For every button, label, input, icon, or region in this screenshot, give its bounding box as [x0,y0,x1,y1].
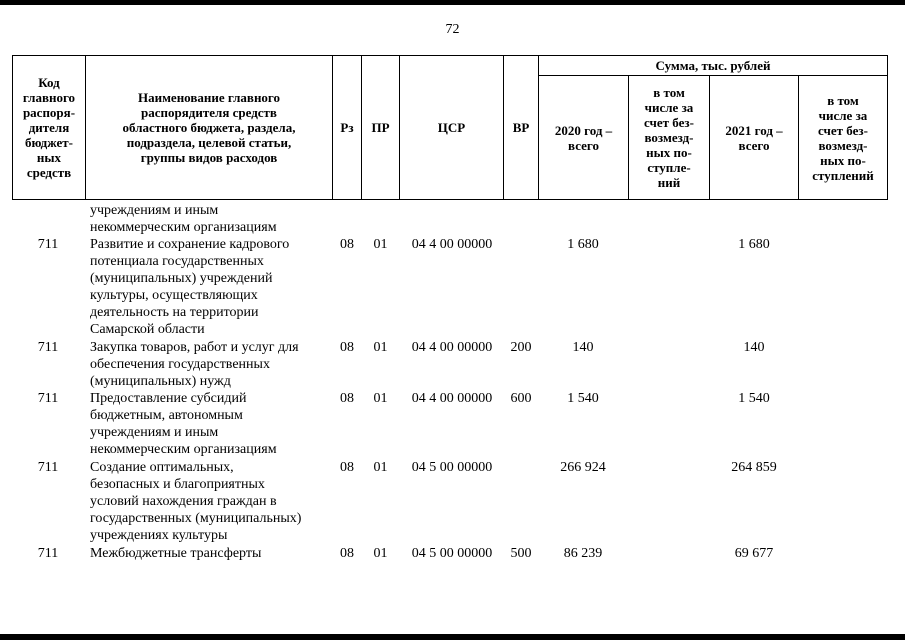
cell-pr: 01 [373,237,388,252]
cell-2021-total: 69 677 [734,546,774,561]
cell-code: 711 [37,340,59,355]
cell-rz: 08 [340,340,354,355]
cell-name: Развитие и сохранение кадрового потенциала государственных (муниципальных) учреждений культуры, осуществляющих деятельность на территории Самарской области [90,237,290,337]
cell-name: Закупка товаров, работ и услуг для обеспечения государственных (муниципальных) нужд [90,340,299,389]
cell-vr: 600 [510,391,532,406]
cell-2021-total: 1 680 [738,237,770,252]
cell-csr: 04 4 00 00000 [411,237,493,252]
col-border [887,55,888,200]
table-header [12,55,888,200]
bottom-border-bar [0,634,905,640]
cell-name: Межбюджетные трансферты [90,546,262,561]
cell-csr: 04 5 00 00000 [411,546,493,561]
cell-rz: 08 [340,546,354,561]
cell-2020-total: 86 239 [563,546,603,561]
cell-name: учреждениям и иным некоммерческим организациям [90,203,277,235]
cell-csr: 04 5 00 00000 [411,460,493,475]
cell-code: 711 [37,460,59,475]
cell-2020-total: 266 924 [560,460,606,475]
header-name: Наименование главного распорядителя средств областного бюджета, раздела, подраздела, целевой статьи, группы видов расходов [122,90,296,165]
cell-code: 711 [37,237,59,252]
cell-pr: 01 [373,391,388,406]
header-2020-total: 2020 год – всего [554,122,613,153]
header-vr: ВР [512,120,530,135]
cell-code: 711 [37,391,59,406]
header-2021-grants: в том числе за счет без- возмезд- ных по- ступлений [812,92,874,183]
cell-2021-total: 264 859 [731,460,777,475]
cell-csr: 04 4 00 00000 [411,340,493,355]
cell-csr: 04 4 00 00000 [411,391,493,406]
header-rz: Рз [340,120,354,135]
cell-2021-total: 140 [743,340,765,355]
header-code: Код главного распоря- дителя бюджет- ных средств [22,75,76,180]
cell-pr: 01 [373,460,388,475]
header-2021-total: 2021 год – всего [725,122,783,153]
cell-name: Создание оптимальных, безопасных и благоприятных условий нахождения граждан в государственных (муниципальных) учреждениях культуры [90,460,302,543]
cell-2020-total: 140 [572,340,594,355]
cell-2020-total: 1 680 [567,237,599,252]
header-sum: Сумма, тыс. рублей [655,58,771,73]
cell-2020-total: 1 540 [567,391,599,406]
cell-2021-total: 1 540 [738,391,770,406]
cell-vr: 200 [510,340,532,355]
page-number: 72 [445,22,460,37]
cell-vr: 500 [510,546,532,561]
cell-pr: 01 [373,340,388,355]
header-2020-grants: в том числе за счет без- возмезд- ных по- ступле- ний [644,85,694,190]
cell-pr: 01 [373,546,388,561]
cell-code: 711 [37,546,59,561]
header-csr: ЦСР [437,120,466,135]
cell-rz: 08 [340,460,354,475]
header-bottom-line [12,199,888,200]
top-border-bar [0,0,905,5]
cell-name: Предоставление субсидий бюджетным, автономным учреждениям и иным некоммерческим организациям [90,391,277,457]
cell-rz: 08 [340,237,354,252]
header-pr: ПР [371,120,390,135]
cell-rz: 08 [340,391,354,406]
